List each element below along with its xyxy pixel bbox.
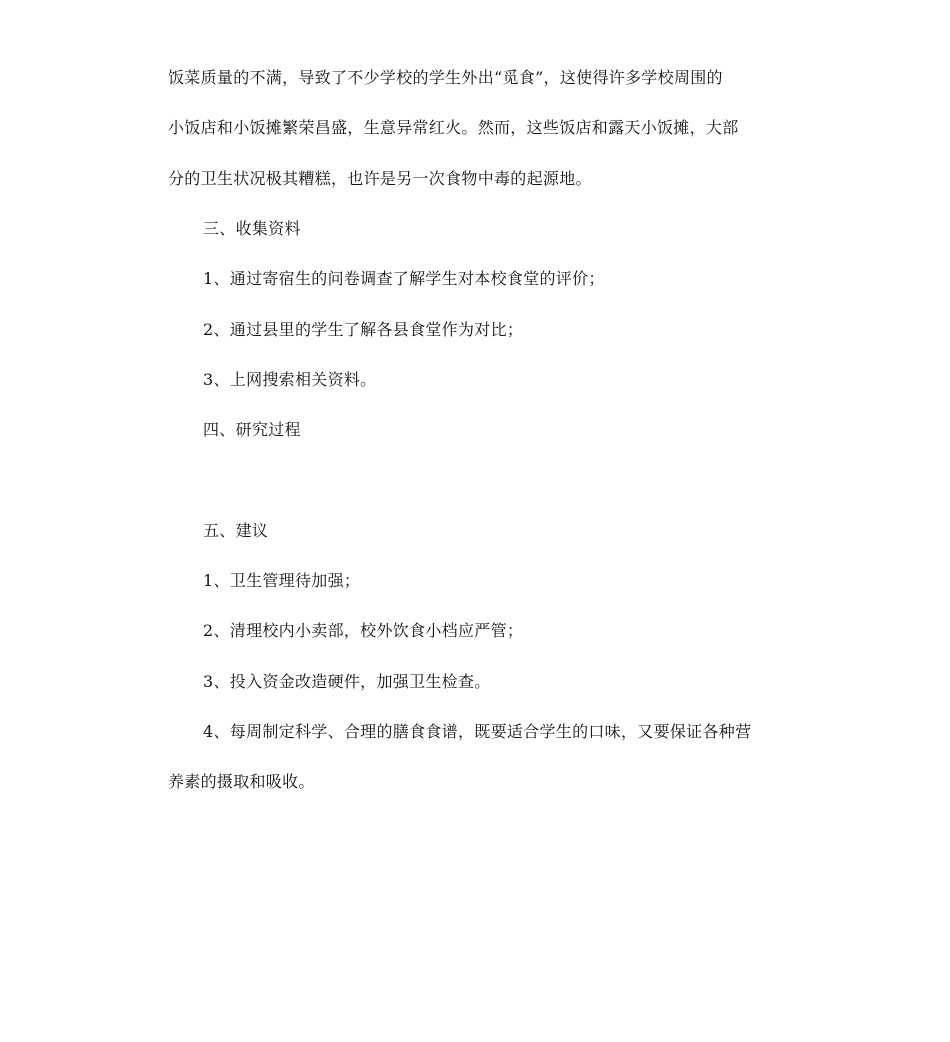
intro-line-1: 饭菜质量的不满，导致了不少学校的学生外出“觅食”，这使得许多学校周围的 xyxy=(168,68,723,87)
suggest-item-1: 1、卫生管理待加强； xyxy=(203,571,361,590)
section-heading-process: 四、研究过程 xyxy=(203,420,301,439)
suggest-item-3: 3、投入资金改造硬件，加强卫生检查。 xyxy=(203,672,491,691)
collect-item-2: 2、通过县里的学生了解各县食堂作为对比； xyxy=(203,320,524,339)
intro-line-2: 小饭店和小饭摊繁荣昌盛，生意异常红火。然而，这些饭店和露天小饭摊，大部 xyxy=(168,118,739,137)
collect-item-3: 3、上网搜索相关资料。 xyxy=(203,370,377,389)
suggest-item-4-line-1: 4、每周制定科学、合理的膳食食谱，既要适合学生的口味，又要保证各种营 xyxy=(203,722,752,741)
suggest-item-4-line-2: 养素的摄取和吸收。 xyxy=(168,772,315,791)
intro-line-3: 分的卫生状况极其糟糕，也许是另一次食物中毒的起源地。 xyxy=(168,169,592,188)
section-heading-suggest: 五、建议 xyxy=(203,521,269,540)
collect-item-1: 1、通过寄宿生的问卷调查了解学生对本校食堂的评价； xyxy=(203,269,605,288)
suggest-item-2: 2、清理校内小卖部，校外饮食小档应严管； xyxy=(203,621,524,640)
section-heading-collect: 三、收集资料 xyxy=(203,219,301,238)
